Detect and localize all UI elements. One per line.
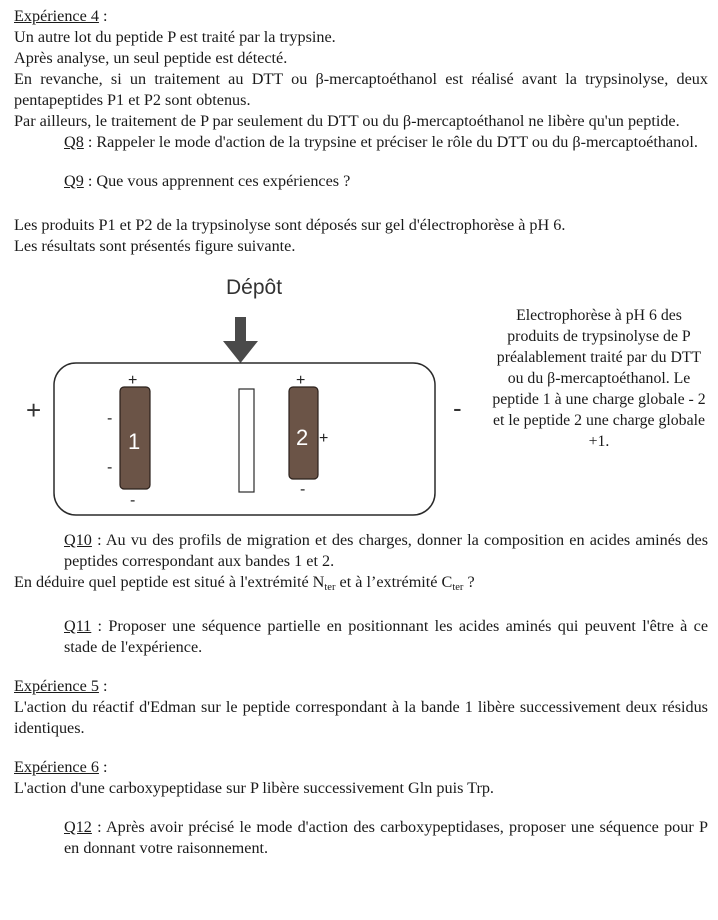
cathode-minus-sign: - [453, 393, 462, 423]
document-page [14, 6, 708, 859]
band-2-top-plus: + [296, 372, 306, 389]
experience-6-colon: : [98, 758, 108, 776]
experience-6-heading [14, 757, 708, 778]
electrophoresis-gel-diagram [14, 265, 484, 530]
exp6-text: L'action d'une carboxypeptidase sur P libère successivement Gln puis Trp. [14, 779, 494, 797]
q8-text: : Rappeler le mode d'action de la trypsine et préciser le rôle du DTT ou du β-mercaptoéthanol. [83, 133, 698, 151]
q10-line-2 [14, 572, 708, 598]
band-2-right-plus: + [319, 430, 329, 447]
exp5-text: L'action du réactif d'Edman sur le peptide correspondant à la bande 1 libère successivement deux résidus identiques. [14, 698, 708, 737]
n-ter-subscript: ter [324, 582, 336, 593]
experience-5-heading [14, 676, 708, 697]
question-8 [14, 132, 708, 153]
q9-text: : Que vous apprennent ces expériences ? [83, 172, 351, 190]
q12-text: : Après avoir précisé le mode d'action des carboxypeptidases, proposer une séquence pour P en donnant votre raisonnement. [64, 818, 708, 857]
q12-label: Q12 [64, 818, 92, 836]
band-1-top-plus: + [128, 372, 138, 389]
question-9 [14, 171, 708, 192]
experience-4-heading [14, 6, 708, 27]
q10-line-2-part-b: et à l’extrémité C [335, 573, 453, 591]
exp4-line-1: Un autre lot du peptide P est traité par la trypsine. [14, 28, 336, 46]
experience-4-title: Expérience 4 [14, 7, 99, 25]
q11-text: : Proposer une séquence partielle en positionnant les acides aminés qui peuvent l'être à ce stade de l'expérience. [64, 617, 708, 656]
q9-label: Q9 [64, 172, 84, 190]
exp4-line-4: Par ailleurs, le traitement de P par seulement du DTT ou du β-mercaptoéthanol ne libère qu'un peptide. [14, 112, 680, 130]
band-1-left-minus-bottom: - [107, 459, 113, 476]
question-10 [14, 530, 708, 572]
anode-plus-sign: + [26, 395, 42, 425]
question-12 [14, 817, 708, 859]
exp4-line-2: Après analyse, un seul peptide est détecté. [14, 49, 288, 67]
experience-4-colon: : [98, 7, 108, 25]
c-ter-subscript: ter [452, 582, 464, 593]
exp4-line-3: En revanche, si un traitement au DTT ou β-mercaptoéthanol est réalisé avant la trypsinolyse, deux pentapeptides P1 et P2 sont obtenus. [14, 70, 708, 109]
q10-label: Q10 [64, 531, 92, 549]
electrophoresis-figure [14, 265, 708, 530]
experience-5-colon: : [98, 677, 108, 695]
question-11 [14, 616, 708, 658]
q11-label: Q11 [64, 617, 92, 635]
products-line-2: Les résultats sont présentés figure suivante. [14, 237, 296, 255]
experience-6-title: Expérience 6 [14, 758, 99, 776]
experience-5-title: Expérience 5 [14, 677, 99, 695]
q8-label: Q8 [64, 133, 84, 151]
band-1-left-minus-top: - [107, 410, 113, 427]
q10-line-2-part-c: ? [463, 573, 475, 591]
band-1-label: 1 [128, 429, 141, 454]
q10-line-2-part-a: En déduire quel peptide est situé à l'extrémité N [14, 573, 325, 591]
deposit-arrow-icon [223, 317, 258, 363]
band-2-bottom-minus: - [300, 481, 306, 498]
deposit-well [239, 389, 254, 492]
products-line-1: Les produits P1 et P2 de la trypsinolyse sont déposés sur gel d'électrophorèse à pH 6. [14, 216, 566, 234]
band-1-bottom-minus: - [130, 492, 136, 509]
figure-legend: Electrophorèse à pH 6 des produits de trypsinolyse de P préalablement traité par du DTT ou du β-mercaptoéthanol. Le peptide 1 à une charge globale - 2 et le peptide 2 une charge globale +1. [492, 307, 706, 450]
depot-label: Dépôt [226, 276, 283, 299]
band-2-label: 2 [296, 425, 309, 450]
q10-text: : Au vu des profils de migration et des charges, donner la composition en acides aminés des peptides correspondant aux bandes 1 et 2. [64, 531, 708, 570]
